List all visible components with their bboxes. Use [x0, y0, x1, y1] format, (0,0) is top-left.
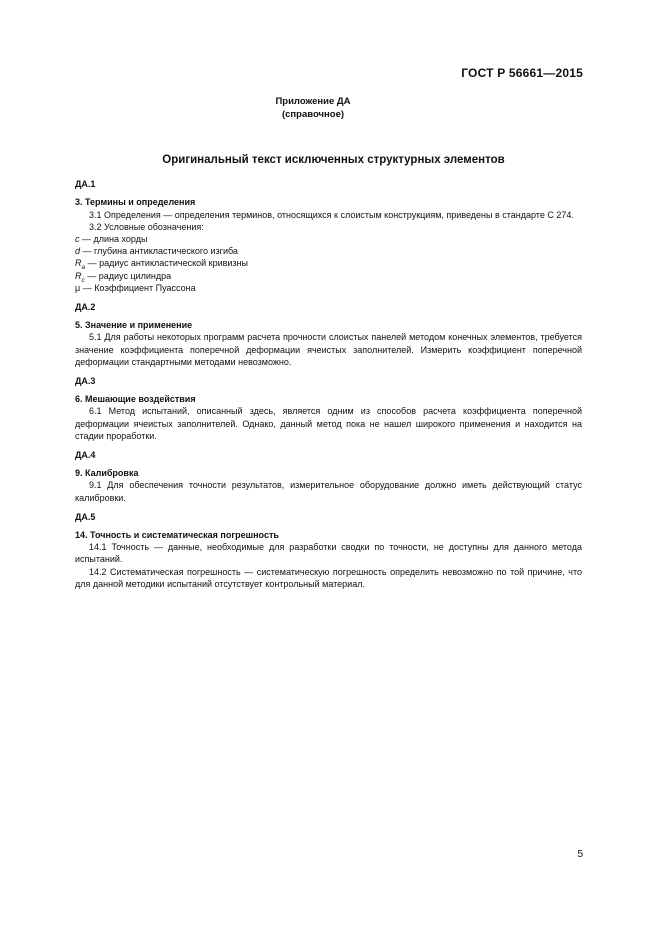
definition-subscript: a: [81, 264, 86, 272]
page-number: 5: [577, 849, 583, 860]
main-title: Оригинальный текст исключенных структурных элементов: [162, 154, 505, 166]
section-da-1: [75, 178, 582, 294]
annex-header: [0, 95, 626, 121]
annex-subtitle: (справочное): [281, 109, 345, 120]
definition-text: — длина хорды: [79, 234, 148, 245]
section-heading: 14. Точность и систематическая погрешность: [75, 530, 279, 541]
definition-item: [75, 270, 582, 282]
definition-symbol: R: [75, 270, 82, 281]
section-label: ДА.3: [75, 376, 96, 387]
section-heading: 3. Термины и определения: [75, 197, 196, 208]
section-da-2: [75, 301, 582, 368]
definition-text: — радиус антикластической кривизны: [85, 258, 248, 269]
section-heading: 5. Значение и применение: [75, 320, 193, 331]
definition-item: [75, 245, 582, 257]
section-label: ДА.1: [75, 179, 96, 190]
section-heading: 6. Мешающие воздействия: [75, 394, 196, 405]
section-heading: 9. Калибровка: [75, 468, 139, 479]
definition-symbol: c: [75, 234, 80, 245]
document-body: [75, 154, 582, 597]
definition-symbol: d: [75, 246, 81, 257]
definition-item: [75, 233, 582, 245]
definition-text: — Коэффициент Пуассона: [80, 282, 196, 293]
paragraph-3-1: 3.1 Определения — определения терминов, относящихся к слоистым конструкциям, приведены в стандарте С 274.: [89, 209, 574, 220]
section-da-5: [75, 511, 582, 590]
definition-item: [75, 257, 582, 272]
document-code: ГОСТ Р 56661—2015: [461, 66, 583, 80]
section-da-3: [75, 375, 582, 442]
definition-symbol: μ: [75, 282, 81, 293]
section-label: ДА.2: [75, 302, 96, 313]
annex-title: Приложение ДА: [275, 96, 351, 107]
definition-text: — радиус цилиндра: [84, 270, 172, 281]
definition-item: [75, 282, 582, 294]
section-label: ДА.4: [75, 450, 96, 461]
paragraph-9-1: 9.1 Для обеспечения точности результатов, измерительное оборудование должно иметь действующий статус калибровки.: [75, 480, 582, 503]
symbol-definitions: [75, 233, 582, 294]
section-label: ДА.5: [75, 511, 96, 522]
section-da-4: [75, 449, 582, 504]
definition-text: — глубина антикластического изгиба: [80, 246, 238, 257]
paragraph-3-2: 3.2 Условные обозначения:: [89, 221, 204, 232]
paragraph-14-2: 14.2 Систематическая погрешность — систематическую погрешность определить невозможно по той причине, что для данной методики испытаний отсутствует контрольный материал.: [75, 566, 582, 589]
definition-subscript: c: [81, 276, 85, 284]
definition-symbol: R: [75, 258, 82, 269]
paragraph-5-1: 5.1 Для работы некоторых программ расчета прочности слоистых панелей методом конечных элементов, требуется значение коэффициента поперечной деформации ячеистых заполнителей. Измерить коэффициент поперечной деформации стандартными методами невозможно.: [75, 332, 582, 367]
paragraph-6-1: 6.1 Метод испытаний, описанный здесь, является одним из способов расчета коэффициента поперечной деформации ячеистых заполнителей. Однако, данный метод пока не нашел широкого применения и находится на стадии проработки.: [75, 406, 582, 441]
paragraph-14-1: 14.1 Точность — данные, необходимые для разработки сводки по точности, не доступны для данного метода испытаний.: [75, 542, 582, 565]
